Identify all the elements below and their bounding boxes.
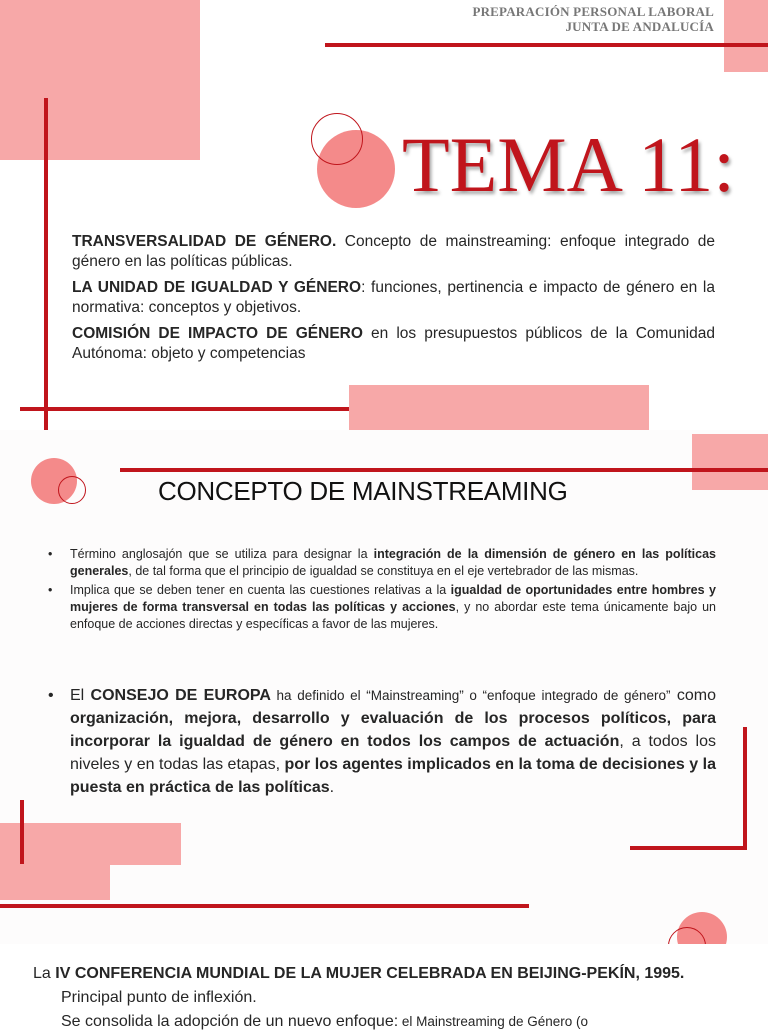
decor-pink-block-bottom-left-lower: [0, 865, 110, 900]
topic-item: TRANSVERSALIDAD DE GÉNERO. Concepto de mainstreaming: enfoque integrado de género en las políticas públicas.: [72, 233, 715, 270]
list-item: • Implica que se deben tener en cuenta las cuestiones relativas a la igualdad de oportunidades entre hombres y mujeres de forma transversal en todas las políticas y acciones, y no abordar este tema únicamente bajo un enfoque de acciones directas y específicas a favor de las mujeres.: [48, 583, 716, 631]
section-title: CONCEPTO DE MAINSTREAMING: [158, 476, 568, 506]
decor-red-line-bottom: [0, 904, 529, 908]
consejo-europa-list: [48, 684, 716, 799]
slide-concepto-mainstreaming: [0, 430, 768, 944]
decor-circle-ring: [58, 476, 86, 504]
decor-pink-block-top-right: [724, 0, 768, 72]
page-title: TEMA 11:: [402, 121, 735, 208]
slide-tema-11: [0, 0, 768, 430]
text-line: Principal punto de inflexión.: [61, 989, 257, 1006]
conferencia-text: [33, 962, 733, 1034]
decor-red-line-left-vertical: [44, 98, 48, 430]
list-item: • El CONSEJO DE EUROPA ha definido el “Mainstreaming” o “enfoque integrado de género” como organización, mejora, desarrollo y evaluación de los procesos políticos, para incorporar la igualdad de género en todos los campos de actuación, a todos los niveles y en todas las etapas, por los agentes implicados en la toma de decisiones y la puesta en práctica de las políticas.: [48, 687, 716, 796]
decor-red-line-left-vertical: [20, 800, 24, 864]
decor-red-line-top: [120, 468, 768, 472]
decor-pink-block-top-right: [692, 434, 768, 490]
decor-red-line-right-horizontal: [630, 846, 747, 850]
header-line-1: PREPARACIÓN PERSONAL LABORAL: [472, 4, 714, 19]
decor-red-line-right-vertical: [743, 727, 747, 850]
header-block: [472, 4, 714, 34]
topic-item: COMISIÓN DE IMPACTO DE GÉNERO en los presupuestos públicos de la Comunidad Autónoma: objeto y competencias: [72, 325, 715, 362]
decor-pink-block-top-left: [0, 0, 200, 160]
topic-item: LA UNIDAD DE IGUALDAD Y GÉNERO: funciones, pertinencia e impacto de género en la normativa: conceptos y objetivos.: [72, 279, 715, 316]
slide-conferencia-beijing: [0, 944, 768, 1030]
list-item: • Término anglosajón que se utiliza para designar la integración de la dimensión de género en las políticas generales, de tal forma que el principio de igualdad se constituya en el eje vertebrador de las mismas.: [48, 547, 717, 578]
topics-list: [72, 232, 715, 370]
decor-pink-block-bottom-left: [0, 823, 181, 865]
decor-circle-ring: [311, 113, 363, 165]
text-line: La IV CONFERENCIA MUNDIAL DE LA MUJER CELEBRADA EN BEIJING-PEKÍN, 1995.: [33, 965, 685, 982]
decor-pink-block-bottom: [349, 385, 649, 433]
header-line-2: JUNTA DE ANDALUCÍA: [565, 19, 714, 34]
text-line: Se consolida la adopción de un nuevo enfoque: el Mainstreaming de Género (o: [61, 1013, 588, 1030]
decor-red-line-top: [325, 43, 768, 47]
definition-list: [48, 546, 716, 635]
